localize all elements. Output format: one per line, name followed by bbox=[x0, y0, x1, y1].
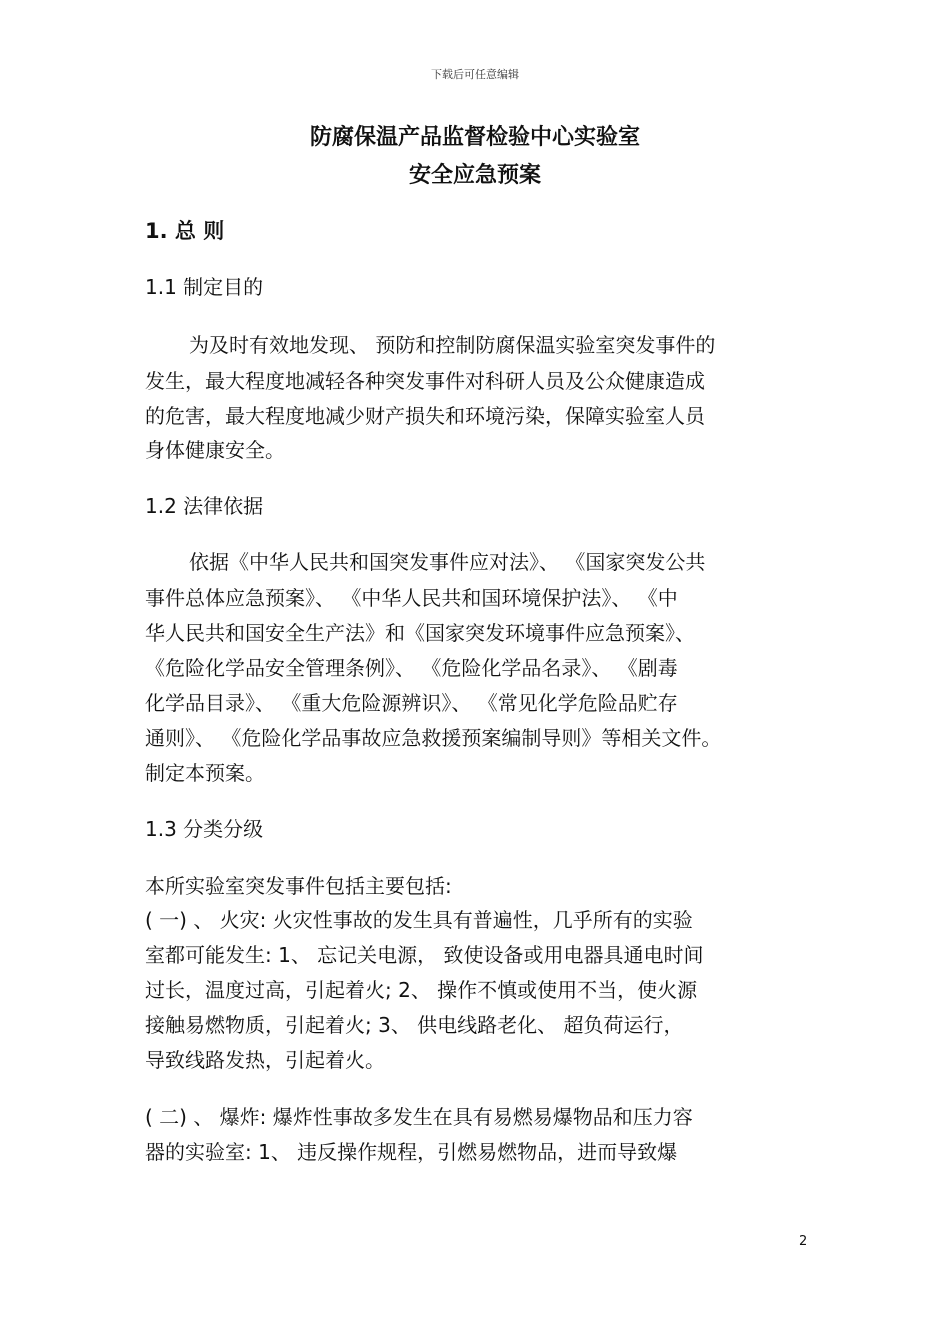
legal-basis-line: 制定本预案。 bbox=[145, 761, 265, 785]
document-title-line1: 防腐保温产品监督检验中心实验室 bbox=[309, 125, 640, 150]
legal-basis-line: 事件总体应急预案》、 《中华人民共和国环境保护法》、 《中 bbox=[145, 586, 678, 610]
page-number: 2 bbox=[799, 1234, 808, 1249]
legal-basis-line: 化学品目录》、 《重大危险源辨识》、 《常见化学危险品贮存 bbox=[145, 691, 678, 715]
purpose-line: 发生，最大程度地减轻各种突发事件对科研人员及公众健康造成 bbox=[145, 369, 705, 393]
explosion-line: ( 二) 、 爆炸: 爆炸性事故多发生在具有易燃易爆物品和压力容 bbox=[145, 1105, 693, 1129]
explosion-line: 器的实验室: 1、 违反操作规程，引燃易燃物品，进而导致爆 bbox=[145, 1140, 678, 1164]
fire-line: 导致线路发热，引起着火。 bbox=[145, 1048, 385, 1072]
header-note: 下载后可任意编辑 bbox=[431, 68, 519, 81]
legal-basis-line: 依据《中华人民共和国突发事件应对法》、 《国家突发公共 bbox=[189, 550, 706, 574]
subsection-heading-purpose: 1.1 制定目的 bbox=[145, 275, 264, 299]
purpose-line: 身体健康安全。 bbox=[145, 438, 285, 462]
fire-line: ( 一) 、 火灾: 火灾性事故的发生具有普遍性，几乎所有的实验 bbox=[145, 908, 693, 932]
document-title-line2: 安全应急预案 bbox=[408, 163, 541, 188]
purpose-line: 为及时有效地发现、 预防和控制防腐保温实验室突发事件的 bbox=[189, 333, 716, 357]
legal-basis-line: 《危险化学品安全管理条例》、 《危险化学品名录》、 《剧毒 bbox=[145, 656, 678, 680]
fire-line: 室都可能发生: 1、 忘记关电源， 致使设备或用电器具通电时间 bbox=[145, 943, 704, 967]
fire-line: 过长，温度过高，引起着火; 2、 操作不慎或使用不当，使火源 bbox=[145, 978, 698, 1002]
subsection-heading-classification: 1.3 分类分级 bbox=[145, 817, 264, 841]
purpose-line: 的危害，最大程度地减少财产损失和环境污染，保障实验室人员 bbox=[145, 404, 705, 428]
fire-line: 接触易燃物质，引起着火; 3、 供电线路老化、 超负荷运行， bbox=[145, 1013, 684, 1037]
classification-intro: 本所实验室突发事件包括主要包括: bbox=[145, 874, 452, 898]
section-heading-general: 1. 总 则 bbox=[145, 219, 225, 243]
subsection-heading-legal-basis: 1.2 法律依据 bbox=[145, 494, 264, 518]
legal-basis-line: 通则》、 《危险化学品事故应急救援预案编制导则》等相关文件。 bbox=[145, 726, 722, 750]
legal-basis-line: 华人民共和国安全生产法》和《国家突发环境事件应急预案》、 bbox=[145, 621, 695, 645]
